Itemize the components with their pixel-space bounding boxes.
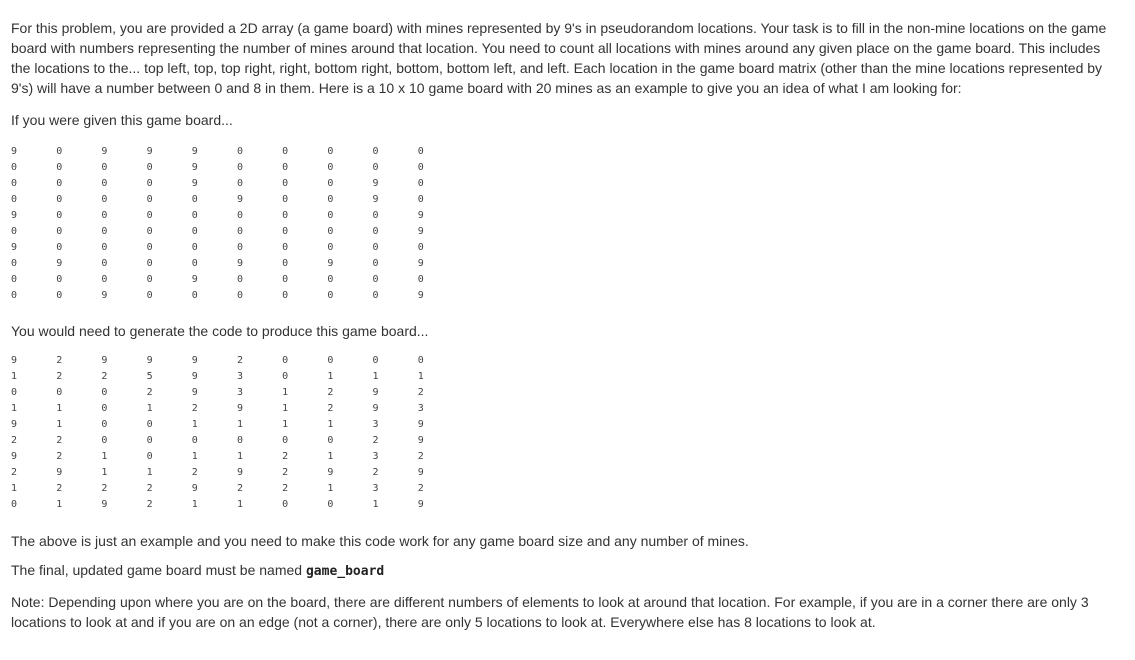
board-cell: 0 <box>282 499 289 510</box>
board-cell: 0 <box>56 162 63 173</box>
board-cell: 9 <box>191 371 198 382</box>
board-cell: 1 <box>11 371 18 382</box>
board-cell: 0 <box>101 242 108 253</box>
board-cell: 9 <box>417 467 424 478</box>
board-cell: 0 <box>372 290 379 301</box>
board-cell: 1 <box>11 403 18 414</box>
board-row <box>11 144 463 160</box>
board-cell: 0 <box>101 194 108 205</box>
board-cell: 0 <box>417 178 424 189</box>
board-cell: 0 <box>11 499 18 510</box>
board-cell: 9 <box>327 467 334 478</box>
board-cell: 0 <box>236 146 243 157</box>
board-cell: 0 <box>101 274 108 285</box>
board-row <box>11 417 463 433</box>
board-cell: 9 <box>417 419 424 430</box>
board-cell: 0 <box>11 387 18 398</box>
board-cell: 9 <box>417 210 424 221</box>
board-row <box>11 272 463 288</box>
board-cell: 0 <box>417 242 424 253</box>
board-cell: 3 <box>372 483 379 494</box>
board-cell: 0 <box>282 290 289 301</box>
board-cell: 1 <box>101 451 108 462</box>
board-cell: 9 <box>417 226 424 237</box>
board-cell: 2 <box>327 403 334 414</box>
board-cell: 0 <box>11 178 18 189</box>
board-cell: 2 <box>56 371 63 382</box>
intro-paragraph: For this problem, you are provided a 2D array (a game board) with mines represented by 9's in pseudorandom locations. Your task is to fill in the non-mine locations on the game board with numbers representing the number of mines around that location. You need to count all locations with mines around any given place on the game board. This includes the locations to the... top left, top, top right, right, bottom right, bottom, bottom left, and left. Each location in the game board matrix (other than the mine locations represented by 9's) will have a number between 0 and 8 in them. Here is a 10 x 10 game board with 20 mines as an example to give you an idea of what I am looking for: <box>11 20 1107 96</box>
board-cell: 0 <box>146 451 153 462</box>
board-cell: 1 <box>282 387 289 398</box>
board-cell: 1 <box>56 403 63 414</box>
board-cell: 0 <box>372 226 379 237</box>
board-cell: 9 <box>11 419 18 430</box>
board-row <box>11 160 463 176</box>
board-row <box>11 176 463 192</box>
board-cell: 0 <box>101 435 108 446</box>
board-cell: 0 <box>56 226 63 237</box>
board-cell: 1 <box>236 499 243 510</box>
board-cell: 1 <box>236 451 243 462</box>
board-cell: 1 <box>327 483 334 494</box>
board-cell: 0 <box>282 371 289 382</box>
board-cell: 0 <box>327 242 334 253</box>
board-cell: 9 <box>191 162 198 173</box>
board-cell: 0 <box>236 274 243 285</box>
board-cell: 0 <box>56 178 63 189</box>
board-cell: 9 <box>11 451 18 462</box>
board-cell: 9 <box>191 274 198 285</box>
board-cell: 0 <box>417 274 424 285</box>
board-cell: 2 <box>56 483 63 494</box>
board-cell: 0 <box>56 274 63 285</box>
variable-name-code: game_board <box>305 564 385 579</box>
board-cell: 9 <box>417 499 424 510</box>
board-cell: 0 <box>282 146 289 157</box>
board-row <box>11 369 463 385</box>
board-row <box>11 208 463 224</box>
board-cell: 1 <box>327 451 334 462</box>
board-cell: 9 <box>146 146 153 157</box>
board-cell: 0 <box>327 162 334 173</box>
board-cell: 9 <box>56 258 63 269</box>
board-cell: 0 <box>146 210 153 221</box>
board-cell: 0 <box>372 355 379 366</box>
board-cell: 0 <box>236 435 243 446</box>
example-note: The above is just an example and you need to make this code work for any game board size and any number of mines. <box>11 533 749 549</box>
board-cell: 1 <box>146 403 153 414</box>
board-cell: 0 <box>327 355 334 366</box>
board-row <box>11 481 463 497</box>
board-cell: 1 <box>236 419 243 430</box>
board-cell: 2 <box>236 355 243 366</box>
board-cell: 0 <box>327 435 334 446</box>
board-cell: 9 <box>236 258 243 269</box>
board-cell: 2 <box>417 387 424 398</box>
board-cell: 0 <box>101 162 108 173</box>
board-cell: 0 <box>101 210 108 221</box>
board-row <box>11 192 463 208</box>
board-cell: 0 <box>146 242 153 253</box>
board-cell: 0 <box>146 194 153 205</box>
output-game-board <box>11 353 463 513</box>
board-cell: 0 <box>146 274 153 285</box>
board-cell: 0 <box>236 242 243 253</box>
board-cell: 0 <box>146 258 153 269</box>
board-cell: 0 <box>146 419 153 430</box>
board-cell: 0 <box>417 194 424 205</box>
board-cell: 0 <box>191 290 198 301</box>
board-cell: 1 <box>56 499 63 510</box>
board-cell: 0 <box>327 178 334 189</box>
board-cell: 5 <box>146 371 153 382</box>
board-cell: 9 <box>236 467 243 478</box>
board-cell: 0 <box>236 162 243 173</box>
board-cell: 0 <box>282 178 289 189</box>
board-cell: 0 <box>191 226 198 237</box>
board-cell: 0 <box>417 146 424 157</box>
board-cell: 9 <box>56 467 63 478</box>
board-cell: 0 <box>282 258 289 269</box>
board-cell: 9 <box>417 258 424 269</box>
board-cell: 0 <box>282 226 289 237</box>
board-cell: 3 <box>417 403 424 414</box>
board-cell: 9 <box>372 194 379 205</box>
board-cell: 9 <box>191 483 198 494</box>
board-cell: 0 <box>236 290 243 301</box>
board-row <box>11 497 463 513</box>
board-cell: 1 <box>56 419 63 430</box>
board-cell: 0 <box>327 194 334 205</box>
board-cell: 0 <box>101 419 108 430</box>
board-cell: 0 <box>282 210 289 221</box>
board-cell: 0 <box>11 162 18 173</box>
board-cell: 0 <box>56 242 63 253</box>
board-cell: 9 <box>101 290 108 301</box>
board-cell: 0 <box>236 210 243 221</box>
board-cell: 1 <box>191 419 198 430</box>
board-cell: 9 <box>101 499 108 510</box>
board-cell: 9 <box>417 290 424 301</box>
board-cell: 1 <box>327 371 334 382</box>
board-cell: 9 <box>101 355 108 366</box>
board-cell: 0 <box>327 226 334 237</box>
board-cell: 0 <box>282 355 289 366</box>
board-cell: 3 <box>236 371 243 382</box>
board-cell: 2 <box>417 451 424 462</box>
board-cell: 9 <box>101 146 108 157</box>
board-cell: 9 <box>372 178 379 189</box>
board-cell: 2 <box>372 467 379 478</box>
board-cell: 1 <box>372 371 379 382</box>
board-cell: 2 <box>191 403 198 414</box>
board-cell: 2 <box>327 387 334 398</box>
board-cell: 0 <box>372 274 379 285</box>
naming-prefix: The final, updated game board must be named <box>11 562 306 578</box>
board-cell: 2 <box>56 355 63 366</box>
board-cell: 9 <box>11 146 18 157</box>
board-row <box>11 256 463 272</box>
board-cell: 0 <box>101 403 108 414</box>
board-cell: 9 <box>191 355 198 366</box>
board-cell: 1 <box>372 499 379 510</box>
board-cell: 0 <box>191 194 198 205</box>
board-cell: 0 <box>11 226 18 237</box>
board-cell: 9 <box>11 210 18 221</box>
board-cell: 2 <box>11 467 18 478</box>
board-row <box>11 224 463 240</box>
board-cell: 1 <box>327 419 334 430</box>
board-cell: 9 <box>11 355 18 366</box>
board-cell: 2 <box>282 483 289 494</box>
board-cell: 0 <box>11 258 18 269</box>
board-cell: 2 <box>282 467 289 478</box>
board-row <box>11 465 463 481</box>
board-cell: 2 <box>56 451 63 462</box>
board-cell: 0 <box>191 258 198 269</box>
board-cell: 0 <box>372 210 379 221</box>
board-cell: 0 <box>56 194 63 205</box>
board-cell: 0 <box>282 242 289 253</box>
output-board-lead-in: You would need to generate the code to produce this game board... <box>11 323 429 339</box>
board-row <box>11 385 463 401</box>
board-cell: 0 <box>282 435 289 446</box>
board-cell: 0 <box>101 387 108 398</box>
board-cell: 0 <box>327 499 334 510</box>
board-cell: 0 <box>146 178 153 189</box>
board-cell: 1 <box>417 371 424 382</box>
board-cell: 0 <box>11 274 18 285</box>
board-cell: 9 <box>11 242 18 253</box>
board-cell: 9 <box>191 178 198 189</box>
final-note: Note: Depending upon where you are on the board, there are different numbers of elements to look at around that location. For example, if you are in a corner there are only 3 locations to look at and if you are on an edge (not a corner), there are only 5 locations to look at. Everywhere else has 8 locations to look at. <box>11 594 1089 630</box>
board-cell: 2 <box>191 467 198 478</box>
board-cell: 1 <box>11 483 18 494</box>
board-cell: 2 <box>282 451 289 462</box>
board-cell: 9 <box>191 146 198 157</box>
board-cell: 0 <box>11 194 18 205</box>
board-cell: 0 <box>372 146 379 157</box>
board-cell: 9 <box>236 403 243 414</box>
board-cell: 0 <box>327 210 334 221</box>
board-cell: 1 <box>101 467 108 478</box>
input-board-lead-in: If you were given this game board... <box>11 112 233 128</box>
board-cell: 0 <box>191 210 198 221</box>
board-cell: 0 <box>101 226 108 237</box>
board-cell: 0 <box>282 274 289 285</box>
board-cell: 2 <box>101 371 108 382</box>
board-cell: 0 <box>282 162 289 173</box>
board-cell: 9 <box>372 403 379 414</box>
board-cell: 0 <box>146 226 153 237</box>
input-game-board <box>11 144 463 304</box>
board-cell: 0 <box>327 146 334 157</box>
board-cell: 1 <box>191 451 198 462</box>
board-cell: 0 <box>56 290 63 301</box>
board-cell: 0 <box>146 435 153 446</box>
board-cell: 2 <box>372 435 379 446</box>
board-cell: 0 <box>191 435 198 446</box>
board-cell: 1 <box>146 467 153 478</box>
board-cell: 9 <box>191 387 198 398</box>
board-cell: 2 <box>146 499 153 510</box>
board-cell: 0 <box>11 290 18 301</box>
board-cell: 0 <box>372 162 379 173</box>
board-cell: 9 <box>417 435 424 446</box>
board-row <box>11 353 463 369</box>
naming-requirement <box>11 560 384 582</box>
board-cell: 0 <box>56 210 63 221</box>
board-cell: 0 <box>56 146 63 157</box>
board-cell: 0 <box>327 274 334 285</box>
board-cell: 0 <box>236 178 243 189</box>
board-cell: 1 <box>282 419 289 430</box>
board-cell: 0 <box>101 178 108 189</box>
board-cell: 0 <box>417 355 424 366</box>
board-cell: 0 <box>146 290 153 301</box>
board-cell: 3 <box>236 387 243 398</box>
board-cell: 9 <box>327 258 334 269</box>
board-cell: 2 <box>101 483 108 494</box>
board-row <box>11 401 463 417</box>
board-row <box>11 433 463 449</box>
board-cell: 1 <box>282 403 289 414</box>
board-cell: 2 <box>56 435 63 446</box>
board-cell: 0 <box>146 162 153 173</box>
board-cell: 0 <box>236 226 243 237</box>
board-cell: 0 <box>372 242 379 253</box>
board-cell: 2 <box>146 387 153 398</box>
board-cell: 0 <box>191 242 198 253</box>
board-cell: 3 <box>372 419 379 430</box>
board-cell: 0 <box>282 194 289 205</box>
board-cell: 0 <box>56 387 63 398</box>
board-row <box>11 449 463 465</box>
board-cell: 2 <box>236 483 243 494</box>
board-row <box>11 288 463 304</box>
board-cell: 9 <box>146 355 153 366</box>
board-cell: 0 <box>327 290 334 301</box>
board-cell: 2 <box>11 435 18 446</box>
board-cell: 3 <box>372 451 379 462</box>
board-cell: 0 <box>101 258 108 269</box>
board-row <box>11 240 463 256</box>
board-cell: 2 <box>146 483 153 494</box>
board-cell: 0 <box>372 258 379 269</box>
board-cell: 0 <box>417 162 424 173</box>
board-cell: 9 <box>372 387 379 398</box>
board-cell: 2 <box>417 483 424 494</box>
board-cell: 1 <box>191 499 198 510</box>
board-cell: 9 <box>236 194 243 205</box>
